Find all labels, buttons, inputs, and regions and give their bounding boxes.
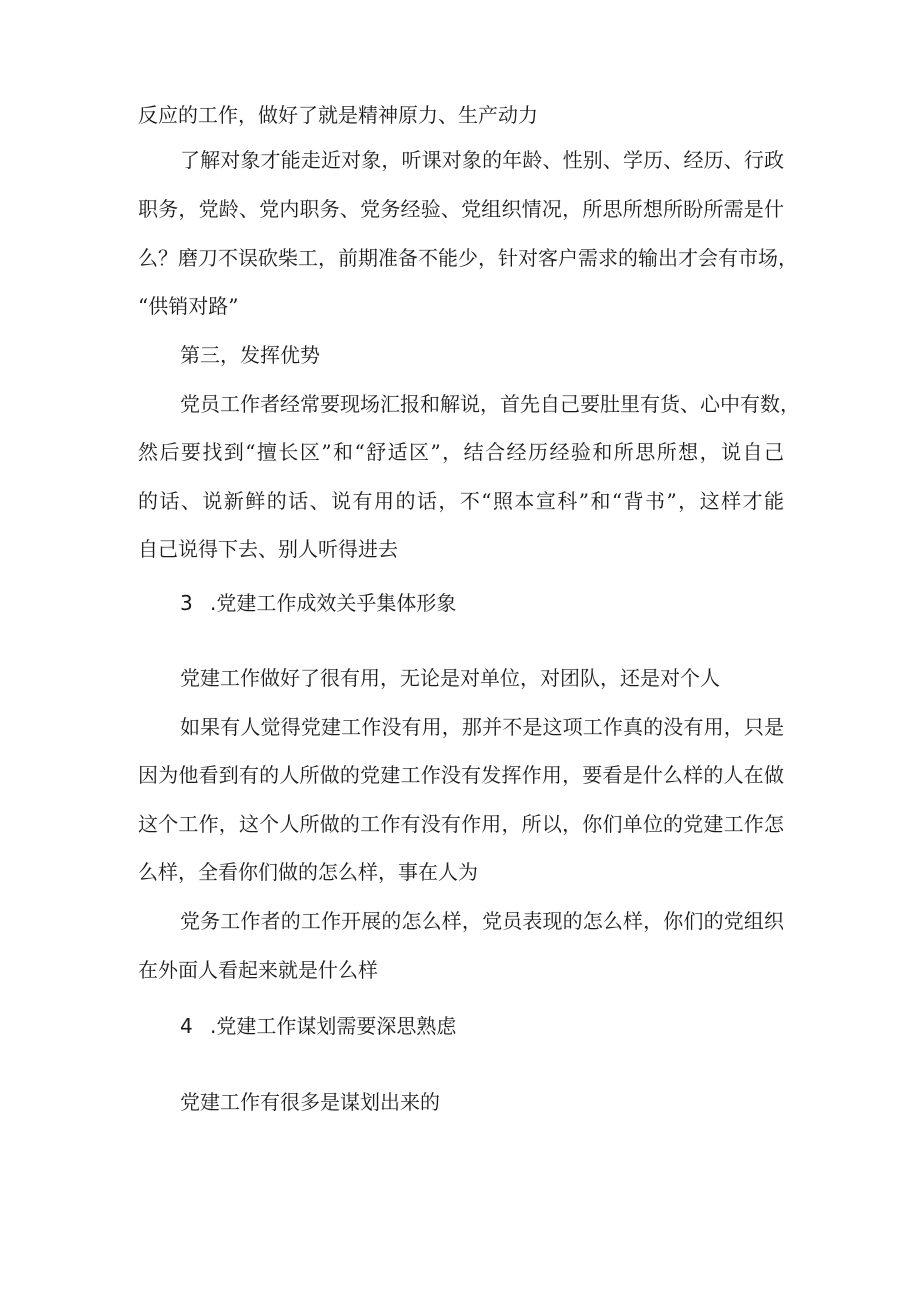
section-title: 第三，发挥优势 [180, 343, 320, 367]
paragraph-line: 么样，全看你们做的怎么样，事在人为 [138, 860, 478, 884]
paragraph-line: 了解对象才能走近对象，听课对象的年龄、性别、学历、经历、行政 [180, 148, 784, 172]
paragraph-line: “供销对路” [138, 294, 239, 318]
heading-number: 4 [180, 1014, 193, 1038]
paragraph-line: 反应的工作，做好了就是精神原力、生产动力 [138, 103, 538, 127]
paragraph-line: 党员工作者经常要现场汇报和解说，首先自己要肚里有货、心中有数， [180, 392, 800, 416]
paragraph-line: 自己说得下去、别人听得进去 [138, 537, 398, 561]
paragraph-line: 党建工作有很多是谋划出来的 [180, 1090, 440, 1114]
paragraph-line: 然后要找到“擅长区”和“舒适区”，结合经历经验和所思所想，说自己 [138, 440, 784, 464]
paragraph-line: 职务，党龄、党内职务、党务经验、党组织情况，所思所想所盼所需是什 [138, 197, 784, 221]
paragraph-line: 因为他看到有的人所做的党建工作没有发挥作用，要看是什么样的人在做 [138, 763, 784, 787]
paragraph-line: 党建工作做好了很有用，无论是对单位，对团队，还是对个人 [180, 666, 720, 690]
heading-text: .党建工作谋划需要深思熟虑 [210, 1014, 457, 1038]
paragraph-line: 的话、说新鲜的话、说有用的话，不“照本宣科”和“背书”，这样才能 [138, 489, 784, 513]
numbered-heading-4 [180, 1012, 456, 1040]
paragraph-line: 么？磨刀不误砍柴工，前期准备不能少，针对客户需求的输出才会有市场， [138, 246, 798, 270]
paragraph-line: 这个工作，这个人所做的工作有没有作用，所以，你们单位的党建工作怎 [138, 812, 784, 836]
paragraph-line: 党务工作者的工作开展的怎么样，党员表现的怎么样，你们的党组织 [180, 909, 784, 933]
numbered-heading-3 [180, 589, 456, 617]
paragraph-line: 在外面人看起来就是什么样 [138, 958, 378, 982]
paragraph-line: 如果有人觉得党建工作没有用，那并不是这项工作真的没有用，只是 [180, 715, 784, 739]
heading-number: 3 [180, 591, 193, 615]
heading-text: .党建工作成效关乎集体形象 [210, 591, 457, 615]
